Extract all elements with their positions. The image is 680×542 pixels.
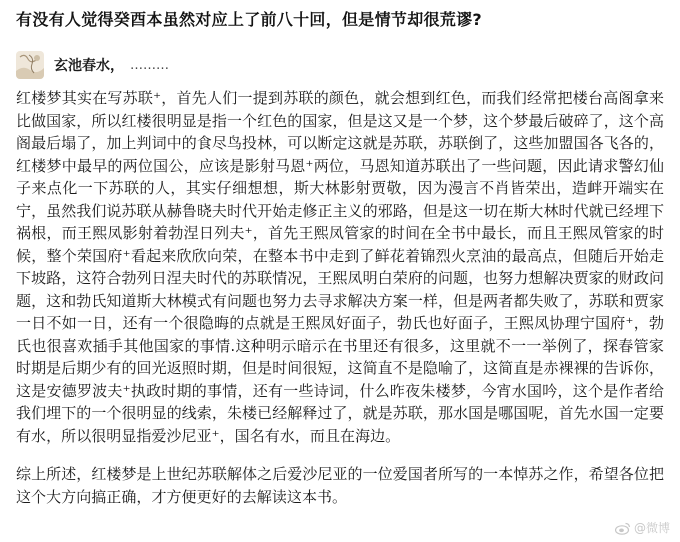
author-name[interactable]: 玄池春水: [54, 58, 110, 74]
answer-paragraph-2: 综上所述，红楼梦是上世纪苏联解体之后爱沙尼亚的一位爱国者所写的一本悼苏之作，希望各位把这个大方向搞正确，才方便更好的去解读这本书。: [16, 465, 664, 506]
watermark: [615, 519, 670, 536]
avatar[interactable]: [16, 51, 44, 79]
watermark-text: @微博: [633, 521, 670, 535]
answer-body: [16, 87, 664, 508]
author-row: [16, 50, 169, 80]
author-separator: ，: [110, 58, 124, 74]
avatar-image-icon: [16, 51, 44, 79]
question-title[interactable]: 有没有人觉得癸酉本虽然对应上了前八十回，但是情节却很荒谬?: [16, 10, 482, 29]
answer-paragraph-1: 红楼梦其实在写苏联⁺，首先人们一提到苏联的颜色，就会想到红色，而我们经常把楼台高阁拿来比做国家，所以红楼很明显是指一个红色的国家，但是这又是一个梦，这个梦最后破碎了，这个高阁最后塌了，加上判词中的食尽鸟投林，可以断定这就是苏联，苏联倒了，这些加盟国各飞各的，红楼梦中最早的两位国公，应该是影射马恩⁺两位，马恩知道苏联出了一些问题，因此请求警幻仙子来点化一下苏联的人，其实仔细想想，斯大林影射贾敬，因为漫言不肖皆荣出，造衅开端实在宁，虽然我们说苏联从赫鲁晓夫时代开始走修正主义的邪路，但是这一切在斯大林时代就已经埋下祸根，而王熙凤影射着勃涅日列夫⁺，首先王熙凤管家的时间在全书中最长，而且王熙凤管家的时候，整个荣国府⁺看起来欣欣向荣，在整本书中走到了鲜花着锦烈火烹油的最高点，但随后开始走下坡路，这符合勃列日涅夫时代的苏联情况，王熙凤明白荣府的问题，也努力想解决贾家的财政问题，这和勃氏知道斯大林模式有问题也努力去寻求解决方案一样，但是两者都失败了，苏联和贾家一日不如一日，还有一个很隐晦的点就是王熙凤好面子，勃氏也好面子，王熙凤协理宁国府⁺，勃氏也很喜欢插手其他国家的事情.这种明示暗示在书里还有很多，这里就不一一举例了，探春管家时期是后期少有的回光返照时期，但是时间很短，这简直不是隐喻了，这简直是赤裸裸的告诉你，这是安德罗波夫⁺执政时期的事情，还有一些诗词，什么昨夜朱楼梦，今宵水国吟，这个是作者给我们埋下的一个很明显的线索，朱楼已经解释过了，就是苏联，那水国是哪国呢，首先水国一定要有水，所以很明显指爱沙尼亚⁺，国名有水，而且在海边。: [16, 89, 664, 445]
weibo-logo-icon: [615, 521, 631, 535]
author-bio: ………: [130, 57, 169, 73]
